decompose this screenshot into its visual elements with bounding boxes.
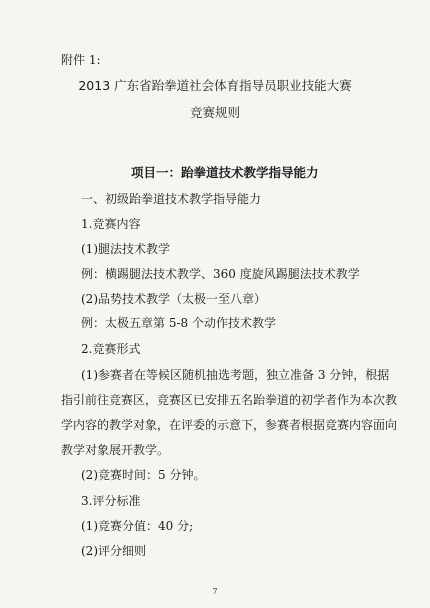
document-subtitle: 竞赛规则 <box>189 105 240 120</box>
content-line: 指引前往竞赛区，竞赛区已安排五名跆拳道的初学者作为本次教 <box>61 393 398 407</box>
content-line: 1.竞赛内容 <box>81 217 141 231</box>
content-line: (2)竞赛时间：5 分钟。 <box>81 468 206 482</box>
content-line: 学内容的教学对象，在评委的示意下，参赛者根据竞赛内容面向 <box>61 418 398 432</box>
content-line: 2.竞赛形式 <box>81 342 141 356</box>
content-line: 教学对象展开教学。 <box>61 443 170 457</box>
content-line: 例：横踢腿法技术教学、360 度旋风踢腿法技术教学 <box>81 267 360 281</box>
project-title: 项目一：跆拳道技术教学指导能力 <box>131 165 319 180</box>
content-line: (2)评分细则 <box>81 544 146 558</box>
content-line: (2)品势技术教学（太极一至八章） <box>81 292 266 306</box>
document-title: 2013 广东省跆拳道社会体育指导员职业技能大赛 <box>78 78 352 93</box>
content-line: 3.评分标准 <box>81 494 141 508</box>
content-line: (1)竞赛分值：40 分; <box>81 519 194 533</box>
page-number: 7 <box>212 587 218 596</box>
content-line: (1)腿法技术教学 <box>81 242 170 256</box>
attachment-label: 附件 1: <box>61 53 101 67</box>
content-line: 例：太极五章第 5-8 个动作技术教学 <box>81 316 276 330</box>
section-heading: 一、初级跆拳道技术教学指导能力 <box>81 192 262 206</box>
content-line: (1)参赛者在等候区随机抽选考题，独立准备 3 分钟，根据 <box>81 368 390 382</box>
